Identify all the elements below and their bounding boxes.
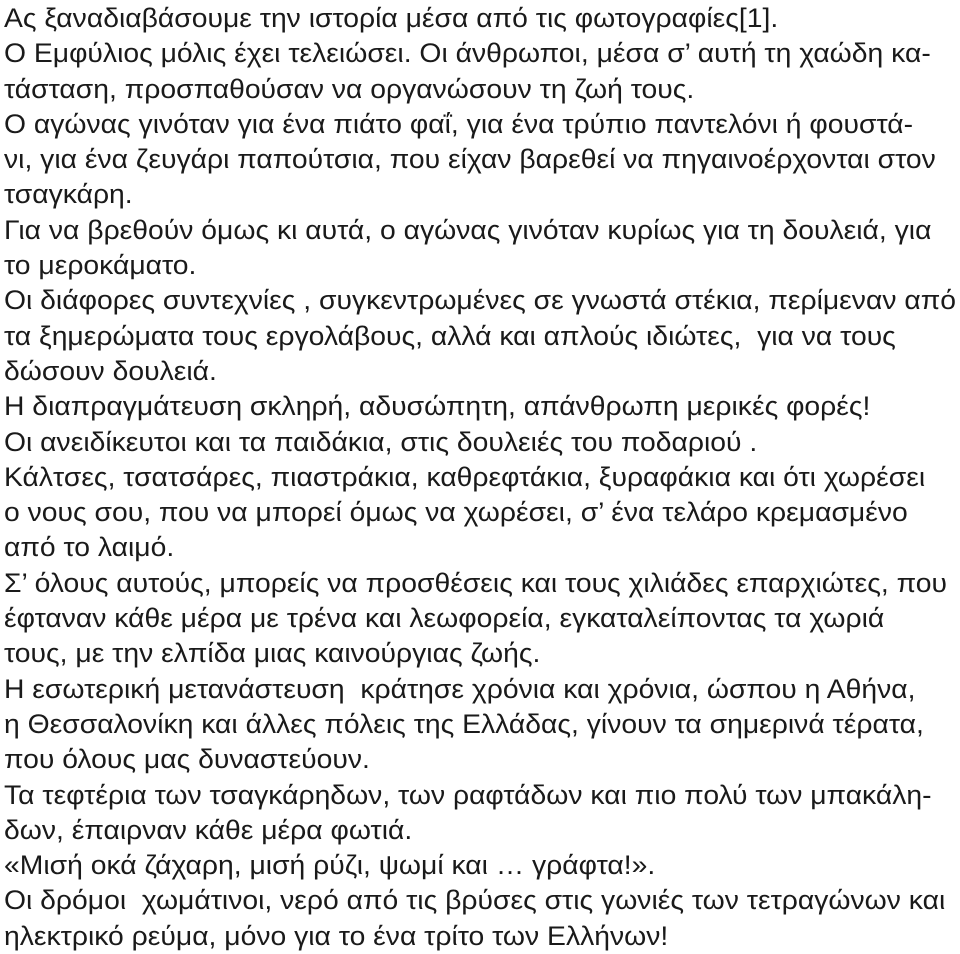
text-line: έφταναν κάθε μέρα με τρένα και λεωφορεία, εγκαταλείποντας τα χωριά	[4, 603, 885, 634]
text-line: Οι ανειδίκευτοι και τα παιδάκια, στις δουλειές του ποδαριού .	[4, 426, 758, 457]
text-line: ηλεκτρικό ρεύμα, μόνο για το ένα τρίτο των Ελλήνων!	[4, 920, 669, 951]
text-line: τάσταση, προσπαθούσαν να οργανώσουν τη ζωή τους.	[4, 73, 695, 104]
text-line: το μεροκάματο.	[4, 250, 197, 281]
text-line: Οι δρόμοι χωμάτινοι, νερό από τις βρύσες στις γωνιές των τετραγώνων και	[4, 885, 946, 916]
text-line: «Μισή οκά ζάχαρη, μισή ρύζι, ψωμί και … γράφτα!».	[4, 850, 656, 881]
document-body	[4, 1, 956, 954]
text-line: τα ξημερώματα τους εργολάβους, αλλά και απλούς ιδιώτες, για να τους	[4, 320, 896, 351]
text-line: Για να βρεθούν όμως κι αυτά, ο αγώνας γινόταν κυρίως για τη δουλειά, για	[4, 214, 932, 245]
text-line: που όλους μας δυναστεύουν.	[4, 744, 370, 775]
text-line: ο νους σου, που να μπορεί όμως να χωρέσει, σ’ ένα τελάρο κρεμασμένο	[4, 497, 908, 528]
text-line: δων, έπαιρναν κάθε μέρα φωτιά.	[4, 814, 413, 845]
text-line: Ας ξαναδιαβάσουμε την ιστορία μέσα από τις φωτογραφίες[1].	[4, 3, 779, 33]
text-line: Η εσωτερική μετανάστευση κράτησε χρόνια και χρόνια, ώσπου η Αθήνα,	[4, 673, 916, 704]
text-line: Οι διάφορες συντεχνίες , συγκεντρωμένες σε γνωστά στέκια, περίμεναν από	[4, 285, 956, 316]
text-line: Ο αγώνας γινόταν για ένα πιάτο φαΐ, για ένα τρύπιο παντελόνι ή φουστά-	[4, 108, 914, 139]
text-line: Τα τεφτέρια των τσαγκάρηδων, των ραφτάδων και πιο πολύ των μπακάλη-	[4, 779, 932, 810]
text-line: δώσουν δουλειά.	[4, 355, 217, 386]
text-line: τους, με την ελπίδα μιας καινούργιας ζωής.	[4, 638, 541, 669]
text-line: η Θεσσαλονίκη και άλλες πόλεις της Ελλάδας, γίνουν τα σημερινά τέρατα,	[4, 708, 924, 739]
text-line: Σ’ όλους αυτούς, μπορείς να προσθέσεις και τους χιλιάδες επαρχιώτες, που	[4, 567, 948, 598]
text-line: από το λαιμό.	[4, 532, 175, 563]
text-line: τσαγκάρη.	[4, 179, 133, 210]
text-line: νι, για ένα ζευγάρι παπούτσια, που είχαν βαρεθεί να πηγαινοέρχονται στον	[4, 144, 936, 175]
text-line: Η διαπραγμάτευση σκληρή, αδυσώπητη, απάνθρωπη μερικές φορές!	[4, 391, 871, 422]
text-line: Κάλτσες, τσατσάρες, πιαστράκια, καθρεφτάκια, ξυραφάκια και ότι χωρέσει	[4, 461, 926, 492]
text-line: Ο Εμφύλιος μόλις έχει τελειώσει. Οι άνθρωποι, μέσα σ’ αυτή τη χαώδη κα-	[4, 38, 931, 69]
